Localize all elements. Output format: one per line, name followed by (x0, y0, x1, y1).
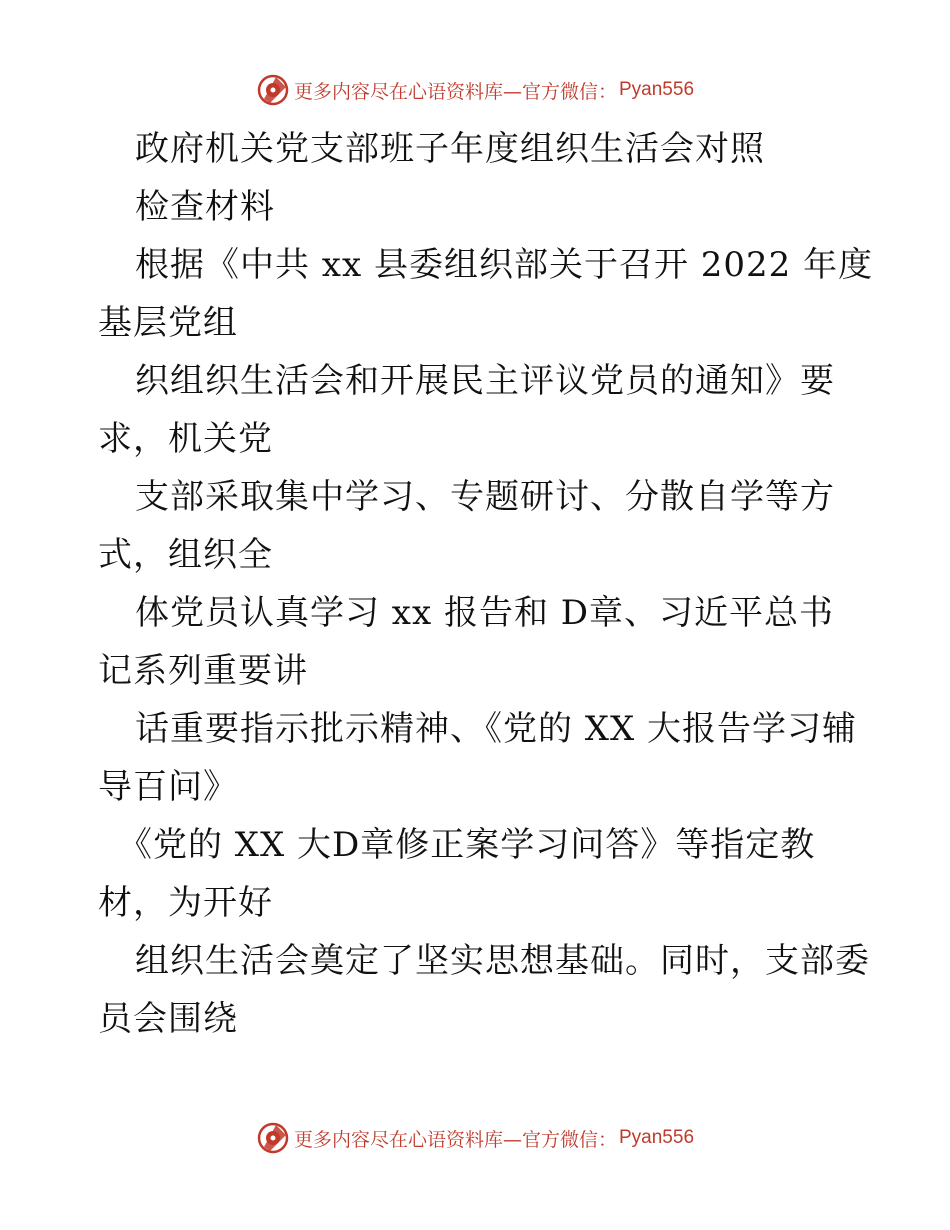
text-line: 求，机关党 (98, 419, 273, 459)
text-line: 《党的 XX 大D章修正案学习问答》等指定教 (118, 825, 816, 865)
text-line: 组织生活会奠定了坚实思想基础。同时，支部委 (135, 941, 870, 981)
text-line: 员会围绕 (98, 999, 238, 1039)
text-line: 材，为开好 (98, 883, 273, 923)
text-line: 记系列重要讲 (98, 651, 308, 691)
text-line: 支部采取集中学习、专题研讨、分散自学等方 (135, 477, 835, 517)
text-line: 式，组织全 (98, 535, 273, 575)
text-line: 导百问》 (98, 767, 238, 807)
watermark-wechat-id: Pyan556 (619, 1127, 695, 1148)
header-watermark (0, 70, 950, 110)
text-line: 根据《中共 xx 县委组织部关于召开 2022 年度 (135, 245, 874, 285)
text-line: 体党员认真学习 xx 报告和 D章、习近平总书 (135, 593, 835, 633)
watermark-text: 更多内容尽在心语资料库—官方微信： (293, 80, 617, 103)
text-line: 基层党组 (98, 303, 238, 343)
pen-logo-icon (256, 1121, 290, 1155)
text-line: 检查材料 (135, 187, 275, 227)
text-line: 政府机关党支部班子年度组织生活会对照 (135, 129, 765, 169)
pen-logo-icon (256, 73, 290, 107)
text-line: 织组织生活会和开展民主评议党员的通知》要 (135, 361, 835, 401)
watermark-wechat-id: Pyan556 (619, 79, 695, 100)
footer-watermark (0, 1118, 950, 1158)
text-line: 话重要指示批示精神、《党的 XX 大报告学习辅 (135, 709, 858, 749)
watermark-text: 更多内容尽在心语资料库—官方微信： (293, 1128, 617, 1151)
